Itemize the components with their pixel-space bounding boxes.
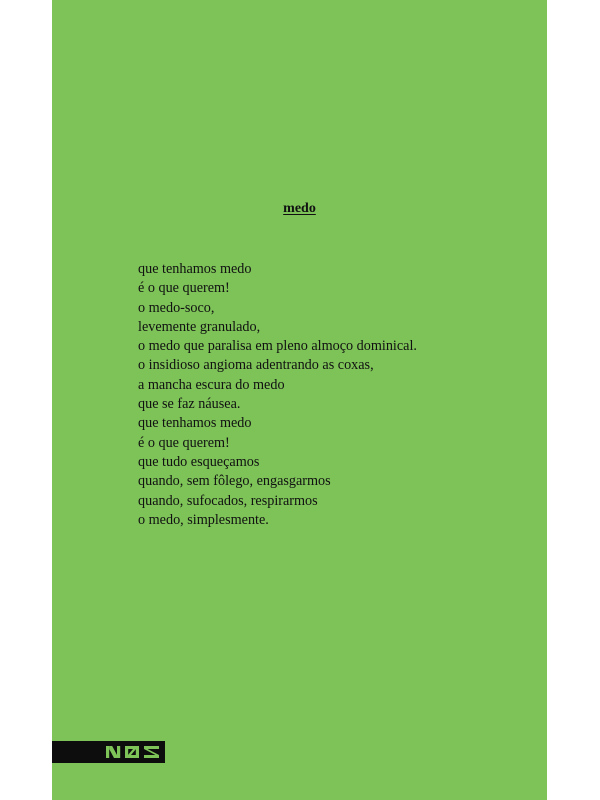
poem-line: que se faz náusea. [138,396,241,413]
poem-title: medo [283,201,316,216]
poem-line: a mancha escura do medo [138,376,285,393]
publisher-logo [105,744,163,760]
poem-line: é o que querem! [138,434,230,451]
poem-line: quando, sem fôlego, engasgarmos [138,473,331,490]
poem-line: levemente granulado, [138,318,261,335]
book-page [52,0,547,800]
poem-line: o medo, simplesmente. [138,511,269,528]
poem-line: que tenhamos medo [138,415,252,432]
poem-line: quando, sufocados, respirarmos [138,492,318,509]
poem-line: que tudo esqueçamos [138,453,260,470]
poem-line: que tenhamos medo [138,261,252,277]
poem-line: o medo-soco, [138,299,215,316]
poem-line: o medo que paralisa em pleno almoço dominical. [138,338,417,355]
poem-line: é o que querem! [138,280,230,297]
poem-body [138,260,417,530]
publisher-logo-bar [52,741,165,763]
poem-line: o insidioso angioma adentrando as coxas, [138,357,374,374]
